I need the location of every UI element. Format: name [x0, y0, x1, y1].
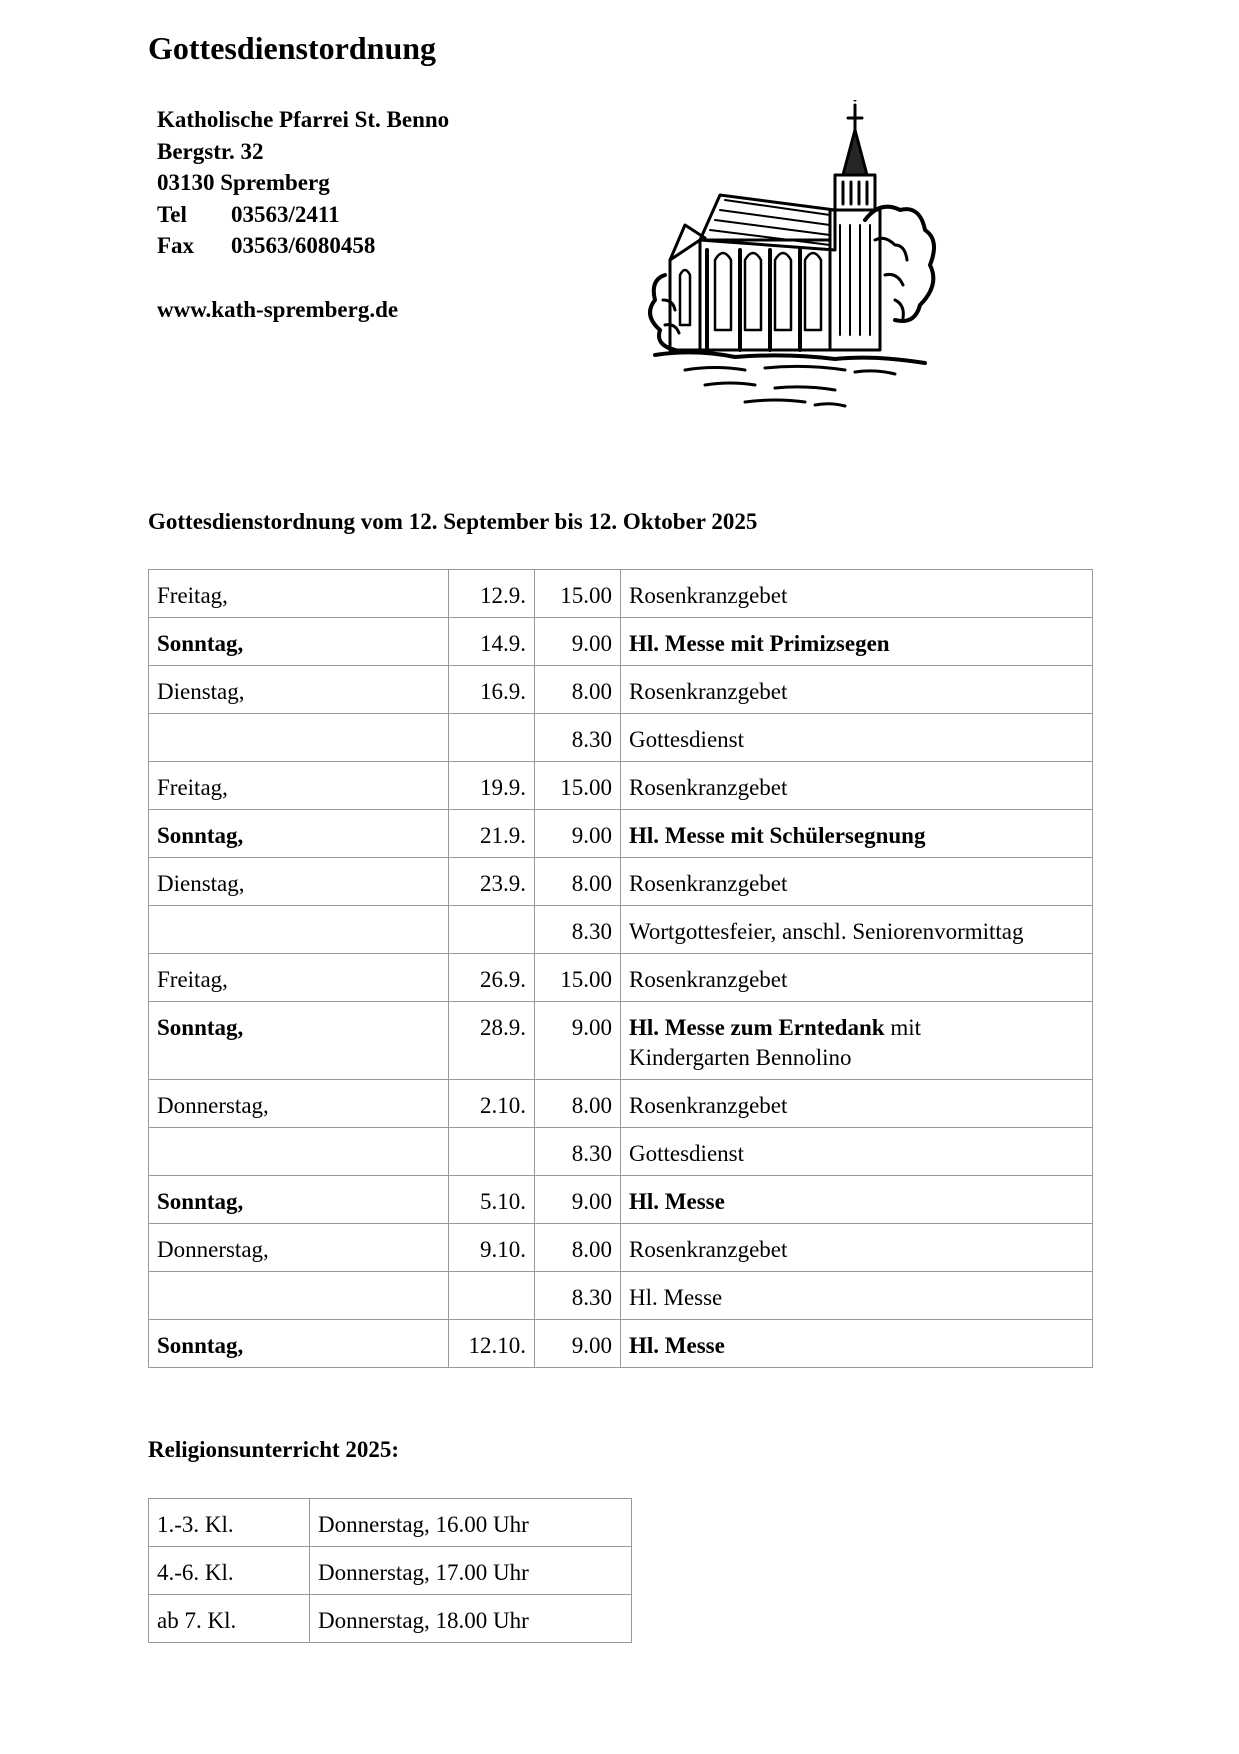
- event-cell: Hl. Messe mit Primizsegen: [621, 618, 1093, 666]
- event-cell: Rosenkranzgebet: [621, 1224, 1093, 1272]
- time-cell: 8.00: [535, 1080, 621, 1128]
- tel-label: Tel: [157, 201, 187, 227]
- fax-label: Fax: [157, 233, 195, 258]
- event-cell: Rosenkranzgebet: [621, 1080, 1093, 1128]
- table-row: [149, 1547, 632, 1595]
- event-cell: Hl. Messe: [621, 1272, 1093, 1320]
- event-cell: Rosenkranzgebet: [621, 858, 1093, 906]
- date-cell: 14.9.: [449, 618, 535, 666]
- class-cell: ab 7. Kl.: [149, 1595, 310, 1643]
- time-cell: 15.00: [535, 570, 621, 618]
- parish-address: [157, 104, 449, 325]
- table-row: [149, 1272, 1093, 1320]
- date-cell: 19.9.: [449, 762, 535, 810]
- city: 03130 Spremberg: [157, 170, 330, 195]
- date-cell: 23.9.: [449, 858, 535, 906]
- table-row: [149, 1595, 632, 1643]
- event-suffix: mit: [884, 1015, 921, 1040]
- day-cell: [149, 1272, 449, 1320]
- document-title: Gottesdienstordnung: [148, 30, 437, 66]
- time-cell: 9.00: [535, 1002, 621, 1080]
- date-cell: [449, 1128, 535, 1176]
- event-cell: Wortgottesfeier, anschl. Seniorenvormittag: [621, 906, 1093, 954]
- date-cell: 12.9.: [449, 570, 535, 618]
- date-cell: 16.9.: [449, 666, 535, 714]
- table-row: [149, 954, 1093, 1002]
- class-time-cell: Donnerstag, 17.00 Uhr: [310, 1547, 632, 1595]
- date-cell: [449, 1272, 535, 1320]
- day-cell: Freitag,: [149, 954, 449, 1002]
- day-cell: Freitag,: [149, 762, 449, 810]
- day-cell: Sonntag,: [149, 1176, 449, 1224]
- event-cell: Rosenkranzgebet: [621, 570, 1093, 618]
- religion-class-heading: Religionsunterricht 2025:: [148, 1437, 400, 1462]
- table-row: [149, 618, 1093, 666]
- table-row: [149, 1320, 1093, 1368]
- day-cell: [149, 906, 449, 954]
- day-cell: Donnerstag,: [149, 1080, 449, 1128]
- event-title: Hl. Messe zum Erntedank: [629, 1015, 885, 1040]
- schedule-heading: Gottesdienstordnung vom 12. September bis 12. Oktober 2025: [148, 509, 758, 534]
- date-cell: [449, 714, 535, 762]
- date-cell: [449, 906, 535, 954]
- event-cell: [621, 1002, 1093, 1080]
- time-cell: 8.30: [535, 1272, 621, 1320]
- day-cell: Donnerstag,: [149, 1224, 449, 1272]
- table-row: [149, 906, 1093, 954]
- time-cell: 15.00: [535, 954, 621, 1002]
- date-cell: 26.9.: [449, 954, 535, 1002]
- table-row: [149, 1002, 1093, 1080]
- time-cell: 8.00: [535, 858, 621, 906]
- table-row: [149, 1224, 1093, 1272]
- fax-line: [157, 230, 449, 262]
- time-cell: 8.30: [535, 1128, 621, 1176]
- time-cell: 8.30: [535, 714, 621, 762]
- time-cell: 9.00: [535, 618, 621, 666]
- table-row: [149, 810, 1093, 858]
- time-cell: 8.30: [535, 906, 621, 954]
- church-illustration: [645, 100, 945, 420]
- website-link[interactable]: www.kath-spremberg.de: [157, 296, 399, 322]
- class-cell: 1.-3. Kl.: [149, 1499, 310, 1547]
- day-cell: Freitag,: [149, 570, 449, 618]
- table-row: [149, 1176, 1093, 1224]
- table-row: [149, 570, 1093, 618]
- religion-class-table: [148, 1498, 632, 1643]
- day-cell: Sonntag,: [149, 618, 449, 666]
- phone-line: [157, 199, 449, 231]
- service-schedule-table: [148, 569, 1093, 1368]
- event-cell: Rosenkranzgebet: [621, 954, 1093, 1002]
- day-cell: Dienstag,: [149, 858, 449, 906]
- date-cell: 12.10.: [449, 1320, 535, 1368]
- time-cell: 9.00: [535, 1176, 621, 1224]
- date-cell: 5.10.: [449, 1176, 535, 1224]
- day-cell: [149, 714, 449, 762]
- fax-number: 03563/6080458: [231, 233, 376, 258]
- table-row: [149, 666, 1093, 714]
- table-row: [149, 858, 1093, 906]
- table-row: [149, 762, 1093, 810]
- parish-name: Katholische Pfarrei St. Benno: [157, 107, 450, 132]
- table-row: [149, 1128, 1093, 1176]
- time-cell: 9.00: [535, 1320, 621, 1368]
- event-line2: Kindergarten Bennolino: [629, 1045, 852, 1070]
- table-row: [149, 1080, 1093, 1128]
- class-cell: 4.-6. Kl.: [149, 1547, 310, 1595]
- time-cell: 15.00: [535, 762, 621, 810]
- date-cell: 9.10.: [449, 1224, 535, 1272]
- event-cell: Hl. Messe mit Schülersegnung: [621, 810, 1093, 858]
- event-cell: Gottesdienst: [621, 1128, 1093, 1176]
- class-time-cell: Donnerstag, 18.00 Uhr: [310, 1595, 632, 1643]
- time-cell: 8.00: [535, 666, 621, 714]
- time-cell: 9.00: [535, 810, 621, 858]
- street: Bergstr. 32: [157, 138, 264, 164]
- event-cell: Hl. Messe: [621, 1320, 1093, 1368]
- date-cell: 28.9.: [449, 1002, 535, 1080]
- event-cell: Rosenkranzgebet: [621, 762, 1093, 810]
- event-cell: Gottesdienst: [621, 714, 1093, 762]
- date-cell: 21.9.: [449, 810, 535, 858]
- table-row: [149, 1499, 632, 1547]
- table-row: [149, 714, 1093, 762]
- event-cell: Hl. Messe: [621, 1176, 1093, 1224]
- tel-number: 03563/2411: [231, 201, 340, 227]
- day-cell: [149, 1128, 449, 1176]
- day-cell: Dienstag,: [149, 666, 449, 714]
- class-time-cell: Donnerstag, 16.00 Uhr: [310, 1499, 632, 1547]
- time-cell: 8.00: [535, 1224, 621, 1272]
- day-cell: Sonntag,: [149, 1320, 449, 1368]
- day-cell: Sonntag,: [149, 810, 449, 858]
- date-cell: 2.10.: [449, 1080, 535, 1128]
- event-cell: Rosenkranzgebet: [621, 666, 1093, 714]
- day-cell: Sonntag,: [149, 1002, 449, 1080]
